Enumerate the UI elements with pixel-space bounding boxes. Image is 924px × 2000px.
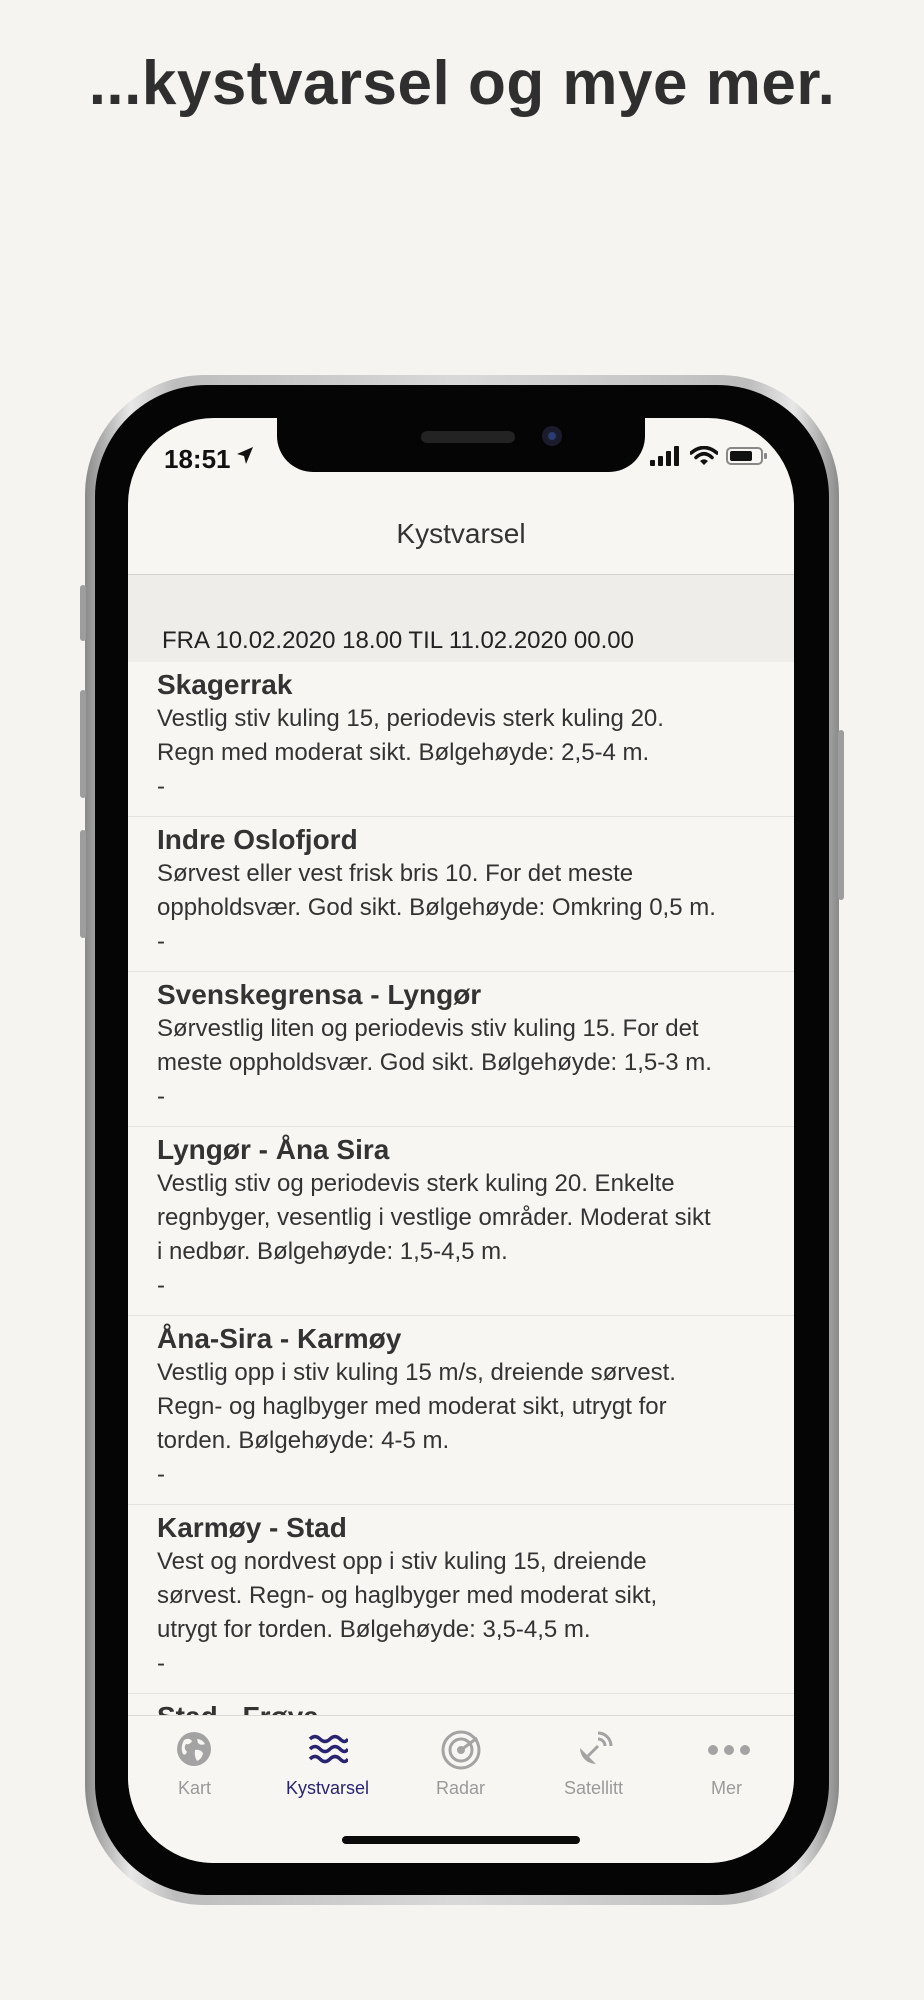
battery-icon xyxy=(726,446,768,466)
tab-radar-label: Radar xyxy=(435,1778,486,1798)
tab-radar[interactable] xyxy=(394,1716,527,1816)
section-header xyxy=(128,575,794,662)
forecast-title: Indre Oslofjord xyxy=(157,824,358,855)
wifi-icon xyxy=(690,446,718,466)
tab-mer-label: Mer xyxy=(711,1778,742,1798)
forecast-text-line: Sørvest eller vest frisk bris 10. For det meste xyxy=(157,860,634,887)
tab-mer[interactable] xyxy=(660,1716,793,1816)
location-arrow-icon xyxy=(236,446,254,466)
forecast-item[interactable] xyxy=(128,1316,794,1505)
speaker xyxy=(421,431,515,443)
forecast-text-line: - xyxy=(157,1083,165,1110)
cellular-signal-icon xyxy=(650,446,682,466)
globe-icon xyxy=(175,1730,213,1768)
forecast-text-line: sørvest. Regn- og haglbyger med moderat sikt, xyxy=(157,1582,658,1609)
volume-down-button xyxy=(80,830,86,938)
forecast-text-line: Regn- og haglbyger med moderat sikt, utrygt for xyxy=(157,1393,667,1420)
headline: ...kystvarsel og mye mer. xyxy=(88,49,836,118)
power-button xyxy=(838,730,844,900)
forecast-list[interactable] xyxy=(128,662,794,1747)
forecast-text-line: Vestlig stiv og periodevis sterk kuling 20. Enkelte xyxy=(157,1170,675,1197)
tab-kart[interactable] xyxy=(128,1716,261,1816)
forecast-item[interactable] xyxy=(128,1505,794,1694)
forecast-item[interactable] xyxy=(128,662,794,817)
forecast-title: Skagerrak xyxy=(157,669,293,700)
forecast-text-line: regnbyger, vesentlig i vestlige områder. Moderat sikt xyxy=(157,1204,711,1231)
forecast-text-line: Vestlig opp i stiv kuling 15 m/s, dreiende sørvest. xyxy=(157,1359,676,1386)
more-icon xyxy=(707,1730,751,1770)
forecast-text-line: - xyxy=(157,1272,165,1299)
section-header-text: FRA 10.02.2020 18.00 TIL 11.02.2020 00.00 xyxy=(162,627,634,654)
notch xyxy=(277,418,645,472)
forecast-text-line: - xyxy=(157,928,165,955)
radar-icon xyxy=(441,1730,481,1770)
forecast-text-line: - xyxy=(157,1650,165,1677)
tab-kystvarsel[interactable] xyxy=(261,1716,394,1816)
forecast-text-line: oppholdsvær. God sikt. Bølgehøyde: Omkring 0,5 m. xyxy=(157,894,716,921)
forecast-title: Lyngør - Åna Sira xyxy=(157,1134,390,1165)
mute-switch xyxy=(80,585,86,641)
forecast-text-line: Vest og nordvest opp i stiv kuling 15, dreiende xyxy=(157,1548,647,1575)
front-camera xyxy=(542,426,562,446)
forecast-text-line: i nedbør. Bølgehøyde: 1,5-4,5 m. xyxy=(157,1238,508,1265)
forecast-item[interactable] xyxy=(128,817,794,972)
status-indicators xyxy=(650,446,768,466)
forecast-title: Karmøy - Stad xyxy=(157,1512,347,1543)
status-time: 18:51 xyxy=(164,444,231,474)
waves-icon xyxy=(308,1730,348,1768)
forecast-text-line: Sørvestlig liten og periodevis stiv kuling 15. For det xyxy=(157,1015,699,1042)
satellite-icon xyxy=(574,1730,614,1770)
volume-up-button xyxy=(80,690,86,798)
tab-kystvarsel-label: Kystvarsel xyxy=(285,1778,370,1798)
forecast-title: Svenskegrensa - Lyngør xyxy=(157,979,482,1010)
tab-kart-label: Kart xyxy=(177,1778,211,1798)
forecast-text-line: - xyxy=(157,773,165,800)
forecast-text-line: meste oppholdsvær. God sikt. Bølgehøyde: 1,5-3 m. xyxy=(157,1049,712,1076)
phone-screen xyxy=(128,418,794,1863)
forecast-text-line: Vestlig stiv kuling 15, periodevis sterk kuling 20. xyxy=(157,705,664,732)
forecast-text-line: torden. Bølgehøyde: 4-5 m. xyxy=(157,1427,450,1454)
nav-title: Kystvarsel xyxy=(396,518,526,549)
tab-satellitt[interactable] xyxy=(527,1716,660,1816)
forecast-item[interactable] xyxy=(128,972,794,1127)
forecast-text-line: Regn med moderat sikt. Bølgehøyde: 2,5-4 m. xyxy=(157,739,650,766)
tab-satellitt-label: Satellitt xyxy=(563,1778,624,1798)
forecast-text-line: - xyxy=(157,1461,165,1488)
forecast-text-line: utrygt for torden. Bølgehøyde: 3,5-4,5 m. xyxy=(157,1616,591,1643)
forecast-title: Åna-Sira - Karmøy xyxy=(157,1323,402,1354)
home-indicator xyxy=(342,1836,580,1844)
forecast-item[interactable] xyxy=(128,1127,794,1316)
